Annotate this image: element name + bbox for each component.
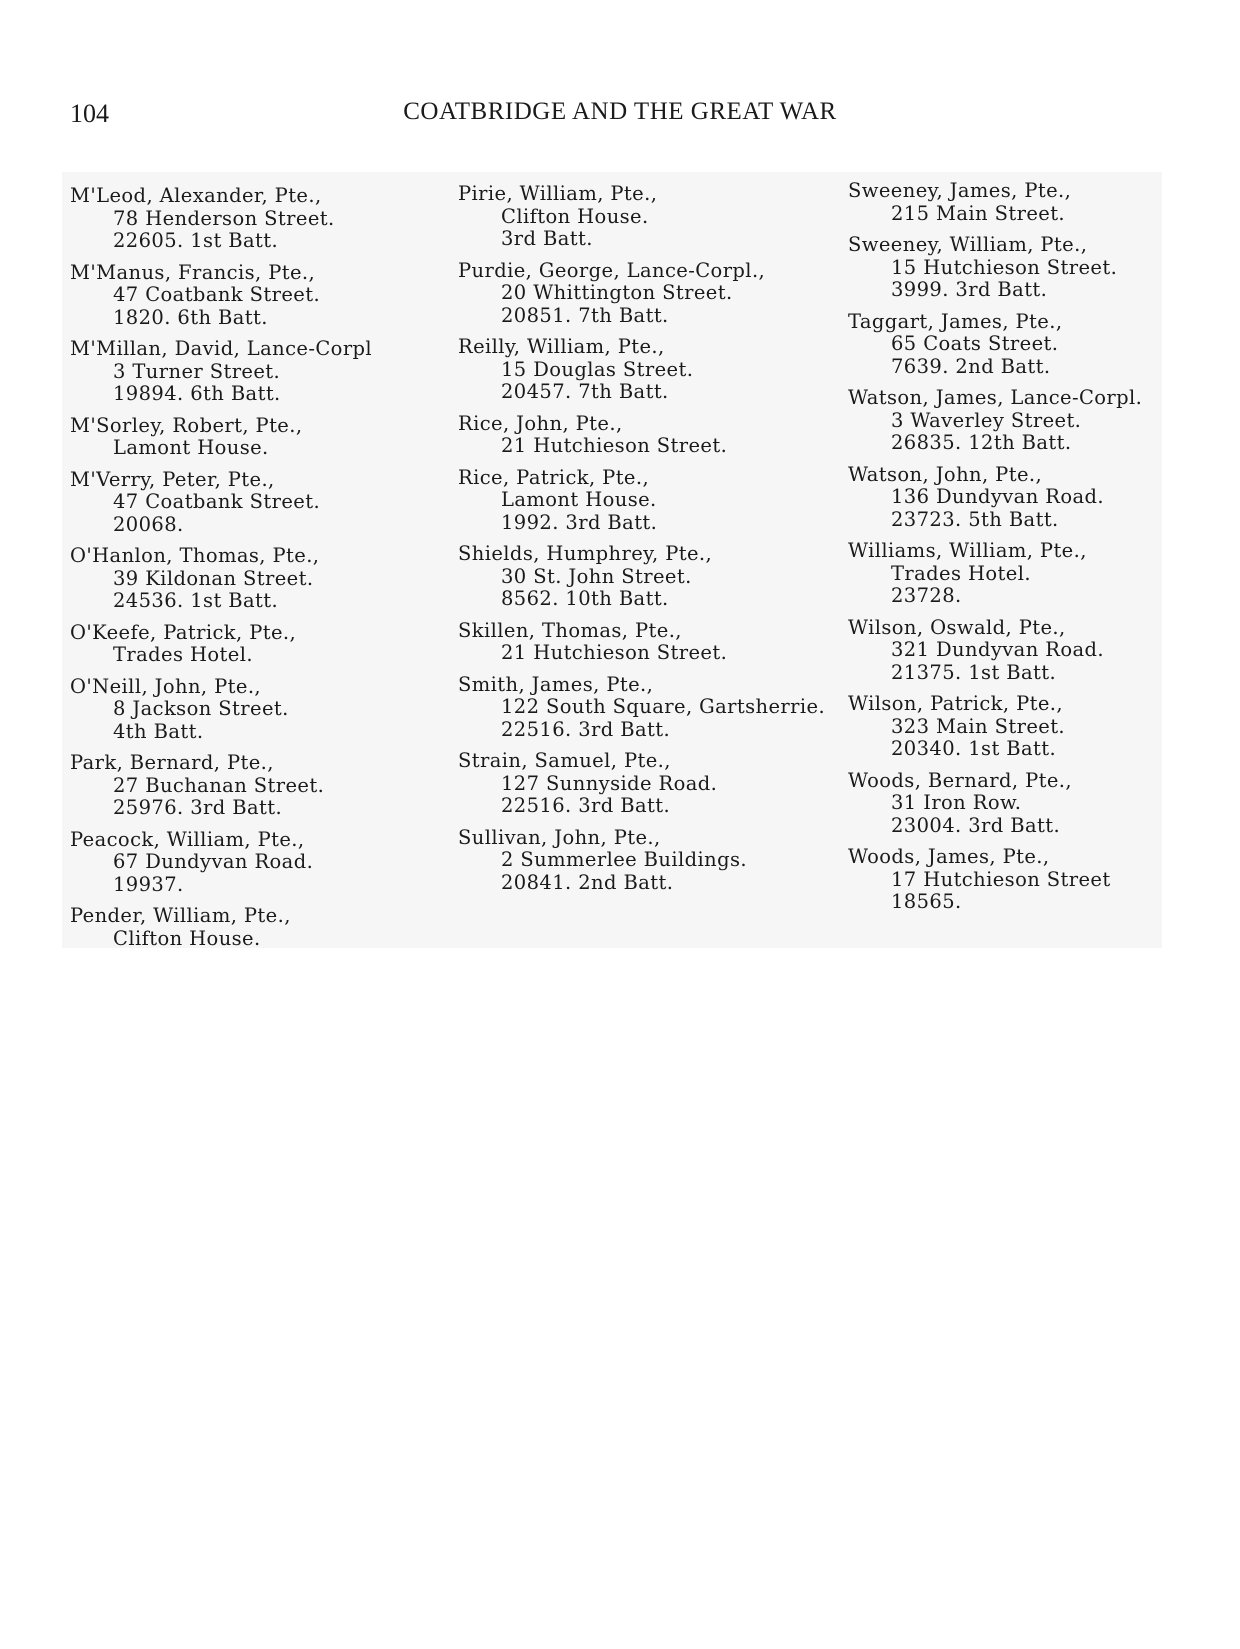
roll-entry	[70, 622, 430, 667]
entry-name: Park, Bernard, Pte.,	[70, 751, 274, 774]
roll-entry	[848, 846, 1208, 914]
entry-detail: 39 Kildonan Street.	[113, 566, 314, 590]
entry-detail: 23723. 5th Batt.	[891, 507, 1059, 531]
entry-detail: 20851. 7th Batt.	[501, 303, 669, 327]
entry-detail: 65 Coats Street.	[891, 332, 1059, 355]
roll-entry	[70, 545, 430, 613]
entry-name: M'Leod, Alexander, Pte.,	[70, 184, 322, 207]
entry-detail: 47 Coatbank Street.	[113, 490, 321, 513]
entry-detail: Lamont House.	[501, 488, 657, 511]
entry-detail: 17 Hutchieson Street	[891, 867, 1111, 891]
entry-name: Wilson, Patrick, Pte.,	[848, 692, 1063, 715]
entry-detail: 15 Douglas Street.	[501, 357, 694, 381]
entry-name: Purdie, George, Lance-Corpl.,	[458, 258, 766, 282]
entry-detail: 1992. 3rd Batt.	[501, 510, 658, 534]
entry-detail: Lamont House.	[113, 436, 269, 459]
entry-name: Peacock, William, Pte.,	[70, 827, 305, 851]
entry-detail: 122 South Square, Gartsherrie.	[501, 695, 826, 718]
roll-entry	[848, 540, 1208, 608]
entry-name: Pirie, William, Pte.,	[458, 182, 658, 205]
entry-name: Sweeney, William, Pte.,	[848, 233, 1088, 256]
roll-entry	[458, 260, 818, 328]
roll-entry	[848, 464, 1208, 532]
roll-entry	[70, 262, 430, 330]
entry-name: Woods, Bernard, Pte.,	[848, 768, 1072, 792]
entry-detail: 3 Waverley Street.	[891, 408, 1082, 432]
roll-entry	[848, 180, 1208, 225]
entry-detail: 136 Dundyvan Road.	[891, 485, 1104, 508]
entry-detail: 23004. 3rd Batt.	[891, 813, 1061, 837]
roll-entry	[458, 750, 818, 818]
entry-name: Rice, John, Pte.,	[458, 411, 623, 435]
roll-entry	[70, 338, 430, 406]
entry-detail: 47 Coatbank Street.	[113, 283, 321, 306]
entry-detail: 27 Buchanan Street.	[113, 773, 325, 797]
entry-detail: 20068.	[113, 512, 184, 536]
entry-name: O'Hanlon, Thomas, Pte.,	[70, 544, 320, 567]
entry-detail: 20340. 1st Batt.	[891, 737, 1057, 760]
entry-detail: 30 St. John Street.	[501, 564, 692, 588]
roll-entry	[70, 829, 430, 897]
entry-detail: 22516. 3rd Batt.	[501, 717, 671, 741]
roll-entry	[458, 336, 818, 404]
entry-name: Reilly, William, Pte.,	[458, 335, 665, 358]
roll-entry	[848, 770, 1208, 838]
entry-detail: 8 Jackson Street.	[113, 697, 289, 720]
entry-detail: 20 Whittington Street.	[501, 281, 733, 304]
entry-name: O'Neill, John, Pte.,	[70, 674, 262, 698]
entry-detail: 3rd Batt.	[501, 227, 593, 250]
entry-name: M'Millan, David, Lance-Corpl	[70, 337, 373, 360]
entry-detail: 215 Main Street.	[891, 201, 1066, 225]
entry-detail: 4th Batt.	[113, 719, 204, 743]
entry-detail: 22516. 3rd Batt.	[501, 794, 671, 817]
roll-entry	[70, 415, 430, 460]
roll-entry	[458, 413, 818, 458]
roll-column-2	[458, 182, 826, 903]
entry-detail: 21 Hutchieson Street.	[501, 641, 728, 664]
roll-column-3	[848, 180, 1208, 923]
entry-detail: 2 Summerlee Buildings.	[501, 848, 748, 871]
entry-detail: 7639. 2nd Batt.	[891, 354, 1051, 378]
entry-detail: 8562. 10th Batt.	[501, 587, 669, 610]
entry-name: M'Manus, Francis, Pte.,	[70, 260, 316, 284]
entry-name: Strain, Samuel, Pte.,	[458, 749, 671, 772]
entry-name: Shields, Humphrey, Pte.,	[458, 542, 713, 565]
roll-entry	[848, 617, 1208, 685]
entry-detail: 25976. 3rd Batt.	[113, 796, 283, 819]
entry-detail: 1820. 6th Batt.	[113, 305, 268, 329]
entry-name: M'Verry, Peter, Pte.,	[70, 467, 275, 491]
entry-name: Rice, Patrick, Pte.,	[458, 465, 650, 489]
running-head-title: COATBRIDGE AND THE GREAT WAR	[403, 98, 837, 125]
roll-entry	[70, 469, 430, 537]
roll-entry	[458, 183, 818, 251]
entry-name: Taggart, James, Pte.,	[848, 309, 1063, 333]
roll-entry	[848, 693, 1208, 761]
entry-name: Pender, William, Pte.,	[70, 904, 291, 927]
entry-detail: 24536. 1st Batt.	[113, 589, 279, 612]
entry-detail: Trades Hotel.	[113, 643, 253, 666]
roll-entry	[70, 905, 430, 950]
entry-detail: 23728.	[891, 584, 962, 607]
entry-name: Sullivan, John, Pte.,	[458, 825, 661, 849]
entry-name: Sweeney, James, Pte.,	[848, 179, 1072, 202]
page-number: 104	[70, 99, 109, 128]
entry-detail: Clifton House.	[501, 204, 649, 228]
entry-detail: 3 Turner Street.	[113, 359, 281, 383]
roll-entry	[70, 185, 430, 253]
entry-detail: 67 Dundyvan Road.	[113, 850, 314, 873]
roll-entry	[458, 620, 818, 665]
entry-detail: 21 Hutchieson Street.	[501, 434, 728, 457]
roll-entry	[70, 752, 430, 820]
roll-column-1	[70, 185, 430, 959]
roll-entry	[848, 234, 1208, 302]
entry-name: Watson, John, Pte.,	[848, 462, 1043, 486]
entry-detail: 323 Main Street.	[891, 714, 1066, 738]
roll-entry	[458, 672, 826, 742]
entry-detail: 19894. 6th Batt.	[113, 382, 281, 405]
entry-name: Williams, William, Pte.,	[848, 539, 1087, 562]
roll-entry	[70, 676, 430, 744]
entry-detail: 26835. 12th Batt.	[891, 431, 1072, 454]
entry-name: M'Sorley, Robert, Pte.,	[70, 413, 303, 437]
entry-detail: 20457. 7th Batt.	[501, 380, 669, 403]
entry-detail: 127 Sunnyside Road.	[501, 771, 718, 795]
entry-name: O'Keefe, Patrick, Pte.,	[70, 620, 297, 644]
roll-entry	[848, 387, 1208, 455]
entry-detail: 3999. 3rd Batt.	[891, 278, 1048, 301]
entry-detail: 22605. 1st Batt.	[113, 229, 279, 252]
entry-detail: 19937.	[113, 872, 184, 896]
entry-name: Woods, James, Pte.,	[848, 845, 1050, 868]
entry-name: Watson, James, Lance-Corpl.	[848, 386, 1143, 409]
entry-name: Wilson, Oswald, Pte.,	[848, 615, 1066, 639]
entry-detail: 78 Henderson Street.	[113, 206, 335, 230]
entry-detail: 15 Hutchieson Street.	[891, 255, 1118, 279]
entry-name: Skillen, Thomas, Pte.,	[458, 618, 682, 642]
entry-detail: Clifton House.	[113, 926, 261, 950]
entry-detail: 18565.	[891, 890, 962, 913]
roll-entry	[458, 467, 818, 535]
entry-detail: 31 Iron Row.	[891, 791, 1022, 814]
roll-entry	[458, 827, 818, 895]
roll-entry	[848, 311, 1208, 379]
entry-detail: 321 Dundyvan Road.	[891, 638, 1104, 661]
entry-detail: 20841. 2nd Batt.	[501, 870, 674, 894]
entry-name: Smith, James, Pte.,	[458, 672, 654, 696]
roll-entry	[458, 543, 818, 611]
entry-detail: Trades Hotel.	[891, 561, 1031, 585]
entry-detail: 21375. 1st Batt.	[891, 660, 1057, 684]
